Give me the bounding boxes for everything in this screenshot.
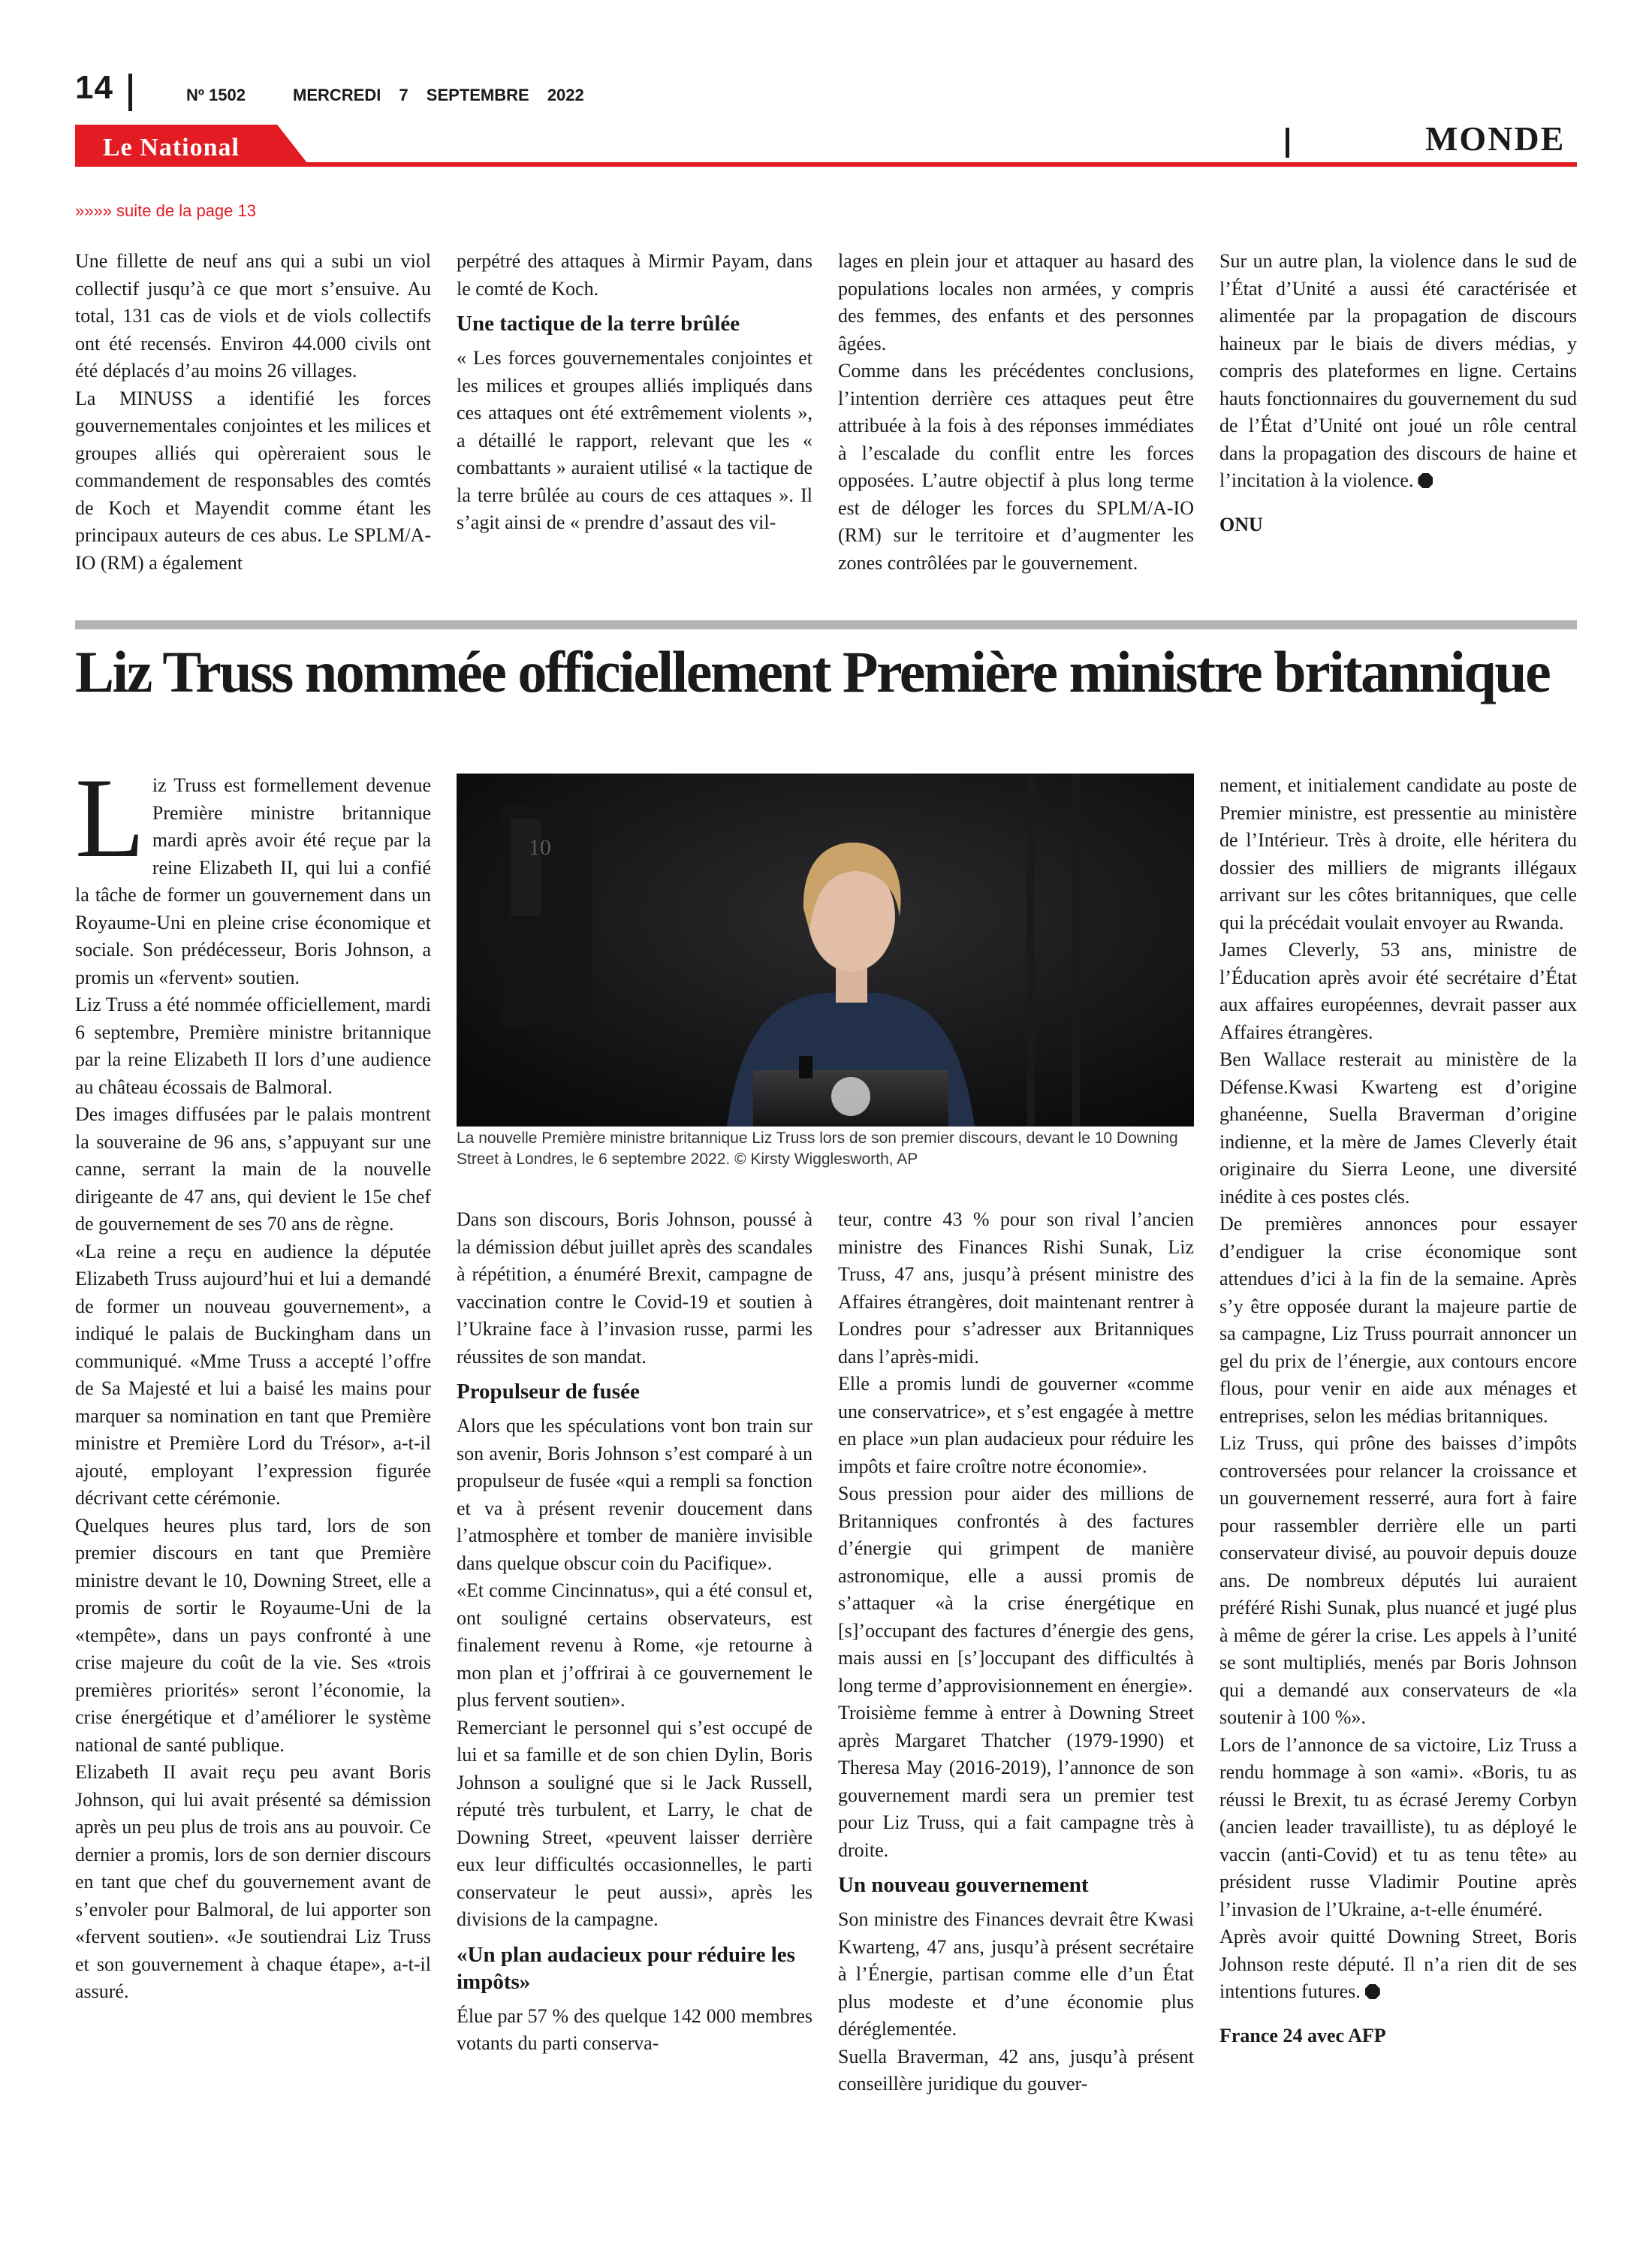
paragraph-text: perpétré des attaques à Mirmir Payam, dans le comté de Koch. <box>457 250 812 300</box>
article-divider <box>75 620 1577 629</box>
photo-caption: La nouvelle Première ministre britannique Liz Truss lors de son premier discours, devant le 10 Downing Street à Londres, le 6 septembre 2022. © Kirsty Wigglesworth, AP <box>457 1130 1178 1168</box>
paragraph-text: Elizabeth II avait reçu peu avant Boris Johnson, qui lui avait présenté sa démission après un peu plus de trois ans au pouvoir. Ce dernier a promis, lors de son dernier discours en tant que chef du gouvernement avant de s’envoler pour Balmoral, de lui apporter son «fervent soutien». «Je soutiendrai Liz Truss et son gouvernement à chaque étape», a-t-il assuré. <box>75 1761 431 2002</box>
paragraph <box>75 1101 431 1238</box>
paragraph-text: Suella Braverman, 42 ans, jusqu’à présent conseillère juridique du gouver- <box>838 2045 1194 2095</box>
paragraph-text: Après avoir quitté Downing Street, Boris Johnson reste député. Il n’a rien dit de ses intentions futures. <box>1219 1926 1577 2002</box>
article-credit: ONU <box>1219 513 1263 535</box>
paragraph <box>1219 936 1577 1046</box>
paragraph <box>75 385 431 578</box>
main-article-column-1 <box>75 755 431 2006</box>
paragraph-text: Troisième femme à entrer à Downing Street après Margaret Thatcher (1979-1990) et Theresa May (2016-2019), l’annonce de son gouvernement mardi sera un premier test pour Liz Truss, qui a fait campagne très à droite. <box>838 1702 1194 1861</box>
paragraph-text: Dans son discours, Boris Johnson, poussé à la démission début juillet après des scandales à répétition, a énuméré Brexit, campagne de vaccination contre le Covid-19 et soutien à l’Ukraine face à l’invasion russe, parmi les réussites de son mandat. <box>457 1208 812 1368</box>
paragraph-text: iz Truss est formellement devenue Première ministre britannique mardi après avoir été reçue par la reine Elizabeth II, qui lui a confié la tâche de former un gouvernement dans un Royaume-Uni en pleine crise économique et sociale. Son prédécesseur, Boris Johnson, a promis un «fervent» soutien. <box>75 774 431 988</box>
drop-cap: L <box>75 755 145 881</box>
paragraph-text: Une fillette de neuf ans qui a subi un viol collectif jusqu’à ce que mort s’ensuive. Au total, 131 cas de viols et de viols collectifs ont été recensés. Environ 44.000 civils ont été déplacés d’au moins 26 villages. <box>75 250 431 382</box>
main-article-column-3 <box>838 1206 1194 2098</box>
paragraph-text: James Cleverly, 53 ans, ministre de l’Éducation après avoir été secrétaire d’État aux affaires européennes, devrait passer aux Affaires étrangères. <box>1219 939 1577 1043</box>
paragraph <box>457 1577 812 1715</box>
header-rule <box>75 162 1577 167</box>
paragraph <box>838 1906 1194 2043</box>
paragraph <box>457 1715 812 1934</box>
top-article-column-2 <box>457 248 812 537</box>
brand-logo: Le National <box>103 134 240 161</box>
paragraph <box>838 248 1194 357</box>
top-article-column-4 <box>1219 248 1577 538</box>
end-of-article-icon <box>1365 1984 1380 1999</box>
paragraph <box>75 1513 431 1760</box>
paragraph <box>838 1700 1194 1864</box>
paragraph-text: Lors de l’annonce de sa victoire, Liz Truss a rendu hommage à son «ami». «Boris, tu as réussi le Brexit, tu as écrasé Jeremy Corbyn (ancien leader travailliste), tu as déployé le vaccin (anti-Covid) et tu as tenu tête» au président russe Vladimir Poutine après l’invasion de l’Ukraine, a-t-elle énuméré. <box>1219 1733 1577 1920</box>
paragraph <box>1219 772 1577 936</box>
article-credit: France 24 avec AFP <box>1219 2024 1386 2046</box>
svg-text:10: 10 <box>529 835 551 860</box>
issue-number: Nº 1502 <box>186 86 246 104</box>
paragraph <box>1219 1046 1577 1211</box>
paragraph-text: «La reine a reçu en audience la députée Elizabeth Truss aujourd’hui et lui a demandé de former un nouveau gouvernement», a indiqué le palais de Buckingham dans un communiqué. «Mme Truss a accepté l’offre de Sa Majesté et lui a baisé les mains pour marquer sa nomination en tant que Première ministre et Première Lord du Trésor», a-t-il ajouté, employant l’expression figurée décrivant cette cérémonie. <box>75 1240 431 1509</box>
paragraph-text: nement, et initialement candidate au poste de Premier ministre, est pressentie au ministère de l’Intérieur. Très à droite, elle héritera du dossier des milliers de migrants illégaux arrivant sur les côtes britanniques, que celle qui la précédait voulait envoyer au Rwanda. <box>1219 774 1577 933</box>
paragraph-text: teur, contre 43 % pour son rival l’ancien ministre des Finances Rishi Sunak, Liz Truss, 47 ans, jusqu’à présent ministre des Affaires étrangères, doit maintenant rentrer à Londres pour s’adresser aux Britanniques dans l’après-midi. <box>838 1208 1194 1368</box>
paragraph-text: Liz Truss, qui prône des baisses d’impôts controversées pour relancer la croissance et un gouvernement resserré, aura fort à faire pour rassembler derrière elle un parti conservateur divisé, au pouvoir depuis douze ans. De nombreux députés lui auraient préféré Rishi Sunak, plus nuancé et jugé plus à même de gérer la crise. Les appels à l’unité se sont multipliés, menés par Boris Johnson qui a demandé aux conservateurs de «la soutenir à 100 %». <box>1219 1432 1577 1728</box>
paragraph-text: Comme dans les précédentes conclusions, l’intention derrière ces attaques peut être attribuée à la fois à des réponses immédiates à l’escalade du conflit entre les forces opposées. L’autre objectif à plus long terme est de déloger les forces du SPLM/A-IO (RM) sur le territoire et d’augmenter les zones contrôlées par le gouvernement. <box>838 360 1194 574</box>
paragraph-text: Ben Wallace resterait au ministère de la Défense.Kwasi Kwarteng est d’origine ghanéenne, Suella Braverman d’origine indienne, et la mère de James Cleverly était originaire du Sierra Leone, une diversité inédite à ces postes clés. <box>1219 1048 1577 1208</box>
paragraph <box>838 1371 1194 1480</box>
subheading-text: Un nouveau gouvernement <box>838 1873 1089 1897</box>
main-article-column-2 <box>457 1206 812 2058</box>
subheading <box>457 1378 812 1405</box>
paragraph <box>457 1206 812 1371</box>
paragraph <box>838 357 1194 577</box>
paragraph <box>457 248 812 303</box>
paragraph <box>1219 1430 1577 1732</box>
paragraph-text: De premières annonces pour essayer d’endiguer la crise économique sont attendues d’ici à la fin de la semaine. Après s’y être opposée durant la majeure partie de sa campagne, Liz Truss pourrait annoncer un gel du prix de l’énergie, aux contours encore flous, pour venir en aide aux ménages et entreprises, selon les médias britanniques. <box>1219 1213 1577 1427</box>
paragraph <box>457 1413 812 1577</box>
subheading <box>838 1871 1194 1899</box>
top-article-column-1 <box>75 248 431 577</box>
paragraph-text: Son ministre des Finances devrait être Kwasi Kwarteng, 47 ans, jusqu’à présent secrétaire à l’Énergie, partisan comme elle d’un État plus modeste et d’une économie plus déréglementée. <box>838 1908 1194 2040</box>
paragraph-text: Quelques heures plus tard, lors de son premier discours en tant que Première ministre devant le 10, Downing Street, elle a promis de sortir le Royaume-Uni de la «tempête», dans un pays confronté à une crise majeure du coût de la vie. Ses «trois premières priorités» seront l’économie, la crise énergétique et d’améliorer le système national de santé publique. <box>75 1514 431 1756</box>
page-number-divider <box>128 74 132 111</box>
main-article-column-4 <box>1219 772 1577 2049</box>
paragraph-text: La MINUSS a identifié les forces gouvernementales conjointes et les milices et groupes alliés qui opèreraient sous le commandement de responsables des comtés de Koch et Mayendit comme étant les principaux auteurs de ces abus. Le SPLM/A-IO (RM) a également <box>75 387 431 574</box>
paragraph <box>1219 1732 1577 1924</box>
paragraph-text: Liz Truss a été nommée officiellement, mardi 6 septembre, Première ministre britannique par la reine Elizabeth II lors d’une audience au château écossais de Balmoral. <box>75 994 431 1098</box>
subheading-text: Une tactique de la terre brûlée <box>457 312 740 336</box>
page-number: 14 <box>75 69 113 106</box>
paragraph <box>1219 1211 1577 1430</box>
paragraph <box>75 248 431 385</box>
headline: Liz Truss nommée officiellement Première ministre britannique <box>75 639 1550 704</box>
paragraph <box>838 1206 1194 1371</box>
paragraph <box>457 345 812 537</box>
paragraph-text: Sous pression pour aider des millions de Britanniques confrontés à des factures d’énergie qui grimpent de manière astronomique, elle a aussi promis de s’attaquer «à la crise énergétique en [s]’occupant des factures d’énergie des gens, mais aussi en [s’]occupant des difficultés à long terme d’approvisionnement en énergie». <box>838 1482 1194 1697</box>
top-article-column-3 <box>838 248 1194 577</box>
paragraph <box>838 1480 1194 1700</box>
end-of-article-icon <box>1418 473 1433 488</box>
section-divider <box>1286 128 1289 158</box>
paragraph-text: Alors que les spéculations vont bon train sur son avenir, Boris Johnson s’est comparé à un propulseur de fusée «qui a rempli sa fonction et va à présent revenir doucement dans l’atmosphère et tomber de manière invisible dans quelque obscur coin du Pacifique». <box>457 1415 812 1574</box>
paragraph <box>75 1759 431 2006</box>
paragraph-text: Des images diffusées par le palais montrent la souveraine de 96 ans, s’appuyant sur une canne, serrant la main de la nouvelle dirigeante de 47 ans, qui devient le 15e chef de gouvernement de ses 70 ans de règne. <box>75 1103 431 1235</box>
paragraph-text: Sur un autre plan, la violence dans le sud de l’État d’Unité a aussi été caractérisée et alimentée par la propagation de discours haineux par le biais de divers médias, y compris des plateformes en ligne. Certains hauts fonctionnaires du gouvernement du sud de l’État d’Unité ont joué un rôle central dans la propagation des discours de haine et l’incitation à la violence. <box>1219 250 1577 491</box>
paragraph <box>838 2043 1194 2098</box>
paragraph <box>457 2003 812 2058</box>
paragraph <box>1219 248 1577 495</box>
paragraph-text: Remerciant le personnel qui s’est occupé de lui et sa famille et de son chien Dylin, Boris Johnson a souligné que si le Jack Russell, réputé très turbulent, et Larry, le chat de Downing Street, «peuvent laisser derrière eux leur difficultés occasionnelles, le parti conservateur le peut aussi», après les divisions de la campagne. <box>457 1716 812 1930</box>
paragraph <box>75 755 431 991</box>
paragraph <box>75 991 431 1101</box>
paragraph-text: « Les forces gouvernementales conjointes et les milices et groupes alliés impliqués dans ces attaques ont été extrêmement violents », a détaillé le rapport, relevant que les « combattants » auraient utilisé « la tactique de la terre brûlée au cours de ces attaques ». Il s’agit ainsi de « prendre d’assaut des vil- <box>457 347 812 533</box>
continued-from-link[interactable]: »»»» suite de la page 13 <box>75 201 256 220</box>
subheading-text: «Un plan audacieux pour réduire les impôts» <box>457 1942 795 1994</box>
issue-date: MERCREDI 7 SEPTEMBRE 2022 <box>293 86 584 104</box>
subheading <box>457 310 812 337</box>
section-title: MONDE <box>1425 119 1566 158</box>
lead-photo <box>457 774 1194 1126</box>
paragraph-text: lages en plein jour et attaquer au hasard des populations locales non armées, y compris des femmes, des enfants et des personnes âgées. <box>838 250 1194 354</box>
paragraph <box>1219 1923 1577 2006</box>
paragraph-text: Élue par 57 % des quelque 142 000 membres votants du parti conserva- <box>457 2004 812 2054</box>
paragraph <box>75 1238 431 1513</box>
paragraph-text: Elle a promis lundi de gouverner «comme une conservatrice», et s’est engagée à mettre en place »un plan audacieux pour réduire les impôts et faire croître notre économie». <box>838 1373 1194 1477</box>
subheading-text: Propulseur de fusée <box>457 1380 640 1404</box>
paragraph-text: «Et comme Cincinnatus», qui a été consul et, ont souligné certains observateurs, est finalement revenu à Rome, «je retourne à mon plan et j’offrirai à ce gouvernement le plus fervent soutien». <box>457 1579 812 1711</box>
photo-lectern-portrait-icon <box>457 774 1194 1126</box>
subheading <box>457 1941 812 1995</box>
